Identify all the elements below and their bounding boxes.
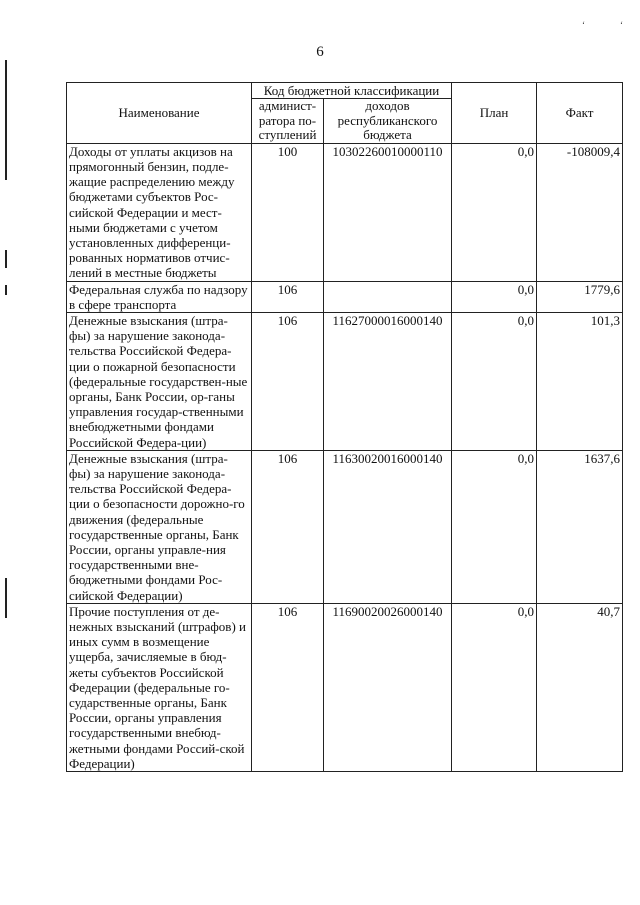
cell-admin-code: 106: [252, 281, 324, 312]
scan-speck: ʻ: [620, 20, 623, 30]
header-admin: админист-ратора по-ступлений: [252, 99, 324, 144]
header-name: Наименование: [67, 83, 252, 144]
cell-plan: 0,0: [452, 281, 537, 312]
scan-speck: ʻ: [582, 20, 585, 30]
cell-fact: 101,3: [537, 312, 623, 450]
cell-income-code: [324, 281, 452, 312]
cell-admin-code: 106: [252, 312, 324, 450]
table-row: [67, 450, 623, 603]
cell-admin-code: 106: [252, 450, 324, 603]
cell-name: Прочие поступления от де-нежных взысканий (штрафов) и иных сумм в возмещение ущерба, зачисляемые в бюд-жеты субъектов Российской Федерации (федеральные го-сударственные органы, Банк России, органы управления государственными внебюд-жетными фондами Россий-ской Федерации): [67, 603, 252, 771]
cell-income-code: 11690020026000140: [324, 603, 452, 771]
scan-mark: [5, 250, 7, 268]
cell-plan: 0,0: [452, 450, 537, 603]
cell-fact: 1637,6: [537, 450, 623, 603]
header-fact: Факт: [537, 83, 623, 144]
cell-name: Денежные взыскания (штра-фы) за нарушение законода-тельства Российской Федера-ции о безопасности дорожно-го движения (федеральные государственные органы, Банк России, органы управле-ния государственными вне-бюджетными фондами Рос-сийской Федерации): [67, 450, 252, 603]
table-row: [67, 143, 623, 281]
cell-name: Федеральная служба по надзору в сфере транспорта: [67, 281, 252, 312]
cell-fact: -108009,4: [537, 143, 623, 281]
cell-income-code: 10302260010000110: [324, 143, 452, 281]
header-plan: План: [452, 83, 537, 144]
header-code-group: Код бюджетной классификации: [252, 83, 452, 99]
cell-fact: 1779,6: [537, 281, 623, 312]
page-number: 6: [316, 44, 324, 60]
cell-plan: 0,0: [452, 143, 537, 281]
cell-plan: 0,0: [452, 312, 537, 450]
cell-income-code: 11627000016000140: [324, 312, 452, 450]
table-row: [67, 312, 623, 450]
cell-name: Денежные взыскания (штра-фы) за нарушение законода-тельства Российской Федера-ции о пожарной безопасности (федеральные государствен-ные органы, Банк России, ор-ганы управления государ-ственными внебюджетными фондами Российской Федера-ции): [67, 312, 252, 450]
scan-mark: [5, 285, 7, 295]
scan-mark: [5, 578, 7, 618]
scan-mark: [5, 60, 7, 180]
cell-name: Доходы от уплаты акцизов на прямогонный бензин, подле-жащие распределению между бюджетами субъектов Рос-сийской Федерации и мест-ными бюджетами с учетом установленных дифференци-рованных нормативов отчис-лений в местные бюджеты: [67, 143, 252, 281]
cell-admin-code: 100: [252, 143, 324, 281]
cell-income-code: 11630020016000140: [324, 450, 452, 603]
budget-table: [66, 82, 623, 772]
cell-plan: 0,0: [452, 603, 537, 771]
cell-admin-code: 106: [252, 603, 324, 771]
header-income: доходов республиканского бюджета: [324, 99, 452, 144]
table-row: [67, 281, 623, 312]
cell-fact: 40,7: [537, 603, 623, 771]
table-row: [67, 603, 623, 771]
